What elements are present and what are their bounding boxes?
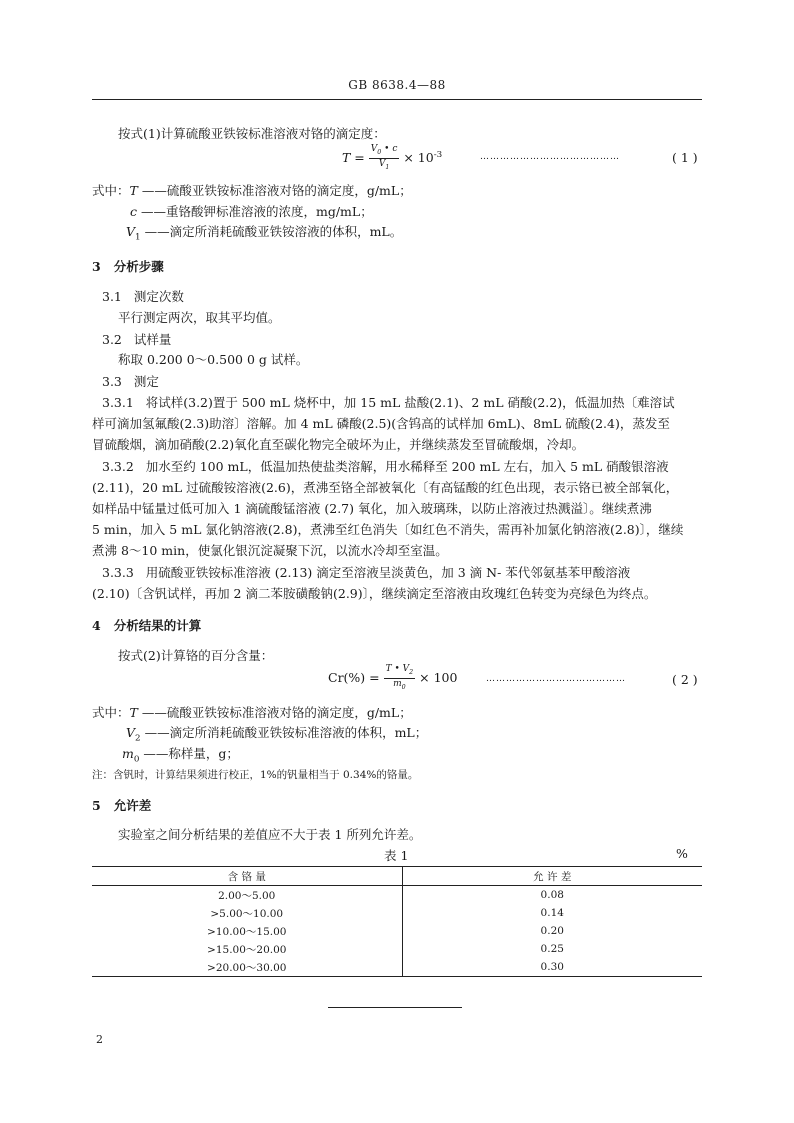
formula-1-number: ( 1 ) (672, 150, 698, 165)
end-of-text-rule (328, 1007, 462, 1008)
header-rule (92, 99, 702, 100)
paragraph: 称取 0.200 0～0.500 0 g 试样。 (118, 352, 309, 367)
table-cell-tolerance: 0.14 (402, 904, 702, 922)
formula-2: Cr(%) = $\frac{T • V_2}{m_0}$ × 100 (328, 664, 458, 691)
definition-row: $m_0$ ——称样量，g； (122, 746, 239, 765)
formula-2-leader: …………………………………… (486, 674, 626, 684)
table-cell-range: >10.00～15.00 (207, 925, 287, 938)
table-row (92, 886, 702, 905)
table-row (92, 940, 702, 958)
table-row (92, 922, 702, 940)
table-cell-tolerance: 0.30 (402, 958, 702, 977)
paragraph-3-3-2: 3.3.2 加水至约 100 mL，低温加热使盐类溶解，用水稀释至 200 mL 左右，加入 5 mL 硝酸银溶液 (102, 459, 669, 474)
table-cell-range: 2.00～5.00 (218, 889, 276, 902)
definition-row: 式中：T ——硫酸亚铁铵标准溶液对铬的滴定度，g/mL； (92, 705, 412, 720)
table-row (92, 958, 702, 977)
table-cell-tolerance: 0.20 (402, 922, 702, 940)
formula-2-number: ( 2 ) (672, 672, 698, 687)
paragraph-line: 冒硫酸烟，滴加硝酸(2.2)氧化直至碳化物完全破坏为止，并继续蒸发至冒硫酸烟，冷却。 (92, 437, 585, 452)
table-cell-range: >20.00～30.00 (207, 961, 287, 974)
column-header-chromium: 含 铬 量 (227, 870, 266, 883)
paragraph-line: 5 min，加入 5 mL 氯化钠溶液(2.8)，煮沸至红色消失〔如红色不消失，需再补加氯化钠溶液(2.8)〕，继续 (92, 522, 684, 537)
section-3-heading: 3 分析步骤 (92, 259, 164, 274)
paragraph-line: 如样品中锰量过低可加入 1 滴硫酸锰溶液 (2.7) 氧化，加入玻璃珠，以防止溶液过热溅溢〕。继续煮沸 (92, 501, 652, 516)
standard-code-header: GB 8638.4—88 (348, 78, 446, 92)
subsection-3-1: 3.1 测定次数 (102, 289, 184, 304)
formula-1-fraction: $\frac{V_0 • c}{V_1}$ (370, 144, 398, 171)
formula-1: T = $\frac{V_0 • c}{V_1}$ × $10^{-3}$ (342, 144, 443, 171)
formula-1-leader: …………………………………… (480, 152, 620, 162)
column-header-tolerance: 允 许 差 (402, 867, 702, 886)
note: 注：含钒时，计算结果须进行校正，1%的钒量相当于 0.34%的铬量。 (92, 769, 419, 781)
paragraph-line: (2.10)〔含钒试样，再加 2 滴二苯胺磺酸钠(2.9)〕，继续滴定至溶液由玫瑰红色转变为亮绿色为终点。 (92, 586, 657, 601)
subsection-3-2: 3.2 试样量 (102, 332, 172, 347)
table-header-row (92, 867, 702, 886)
definition-row: $V_1$ ——滴定所消耗硫酸亚铁铵溶液的体积，mL。 (126, 224, 403, 243)
table-row (92, 904, 702, 922)
formula2-intro: 按式(2)计算铬的百分含量： (118, 648, 274, 663)
section-4-heading: 4 分析结果的计算 (92, 618, 202, 633)
table-cell-range: >15.00～20.00 (207, 943, 287, 956)
table-cell-range: >5.00～10.00 (210, 907, 284, 920)
paragraph-line: 煮沸 8～10 min，使氯化银沉淀凝聚下沉，以流水冷却至室温。 (92, 543, 448, 558)
table-cell-tolerance: 0.08 (402, 886, 702, 905)
paragraph-line: 样可滴加氢氟酸(2.3)助溶〕溶解。加 4 mL 磷酸(2.5)(含钨高的试样加 6mL)、8mL 硫酸(2.4)，蒸发至 (92, 416, 670, 431)
paragraph-line: (2.11)，20 mL 过硫酸铵溶液(2.6)，煮沸至铬全部被氧化〔有高锰酸的红色出现，表示铬已被全部氧化， (92, 480, 679, 495)
paragraph: 平行测定两次，取其平均值。 (118, 310, 281, 325)
formula-2-fraction: $\frac{T • V_2}{m_0}$ (385, 664, 414, 691)
definition-row: $V_2$ ——滴定所消耗硫酸亚铁铵标准溶液的体积，mL； (126, 725, 428, 744)
subsection-3-3: 3.3 测定 (102, 374, 159, 389)
table-caption: 表 1 (384, 848, 409, 863)
definition-row: 式中：T ——硫酸亚铁铵标准溶液对铬的滴定度，g/mL； (92, 183, 412, 198)
formula1-intro: 按式(1)计算硫酸亚铁铵标准溶液对铬的滴定度： (118, 126, 386, 141)
page-number: 2 (96, 1033, 103, 1046)
table-unit: % (676, 846, 688, 861)
paragraph-3-3-1: 3.3.1 将试样(3.2)置于 500 mL 烧杯中，加 15 mL 盐酸(2.1)、2 mL 硝酸(2.2)，低温加热〔难溶试 (102, 395, 675, 410)
paragraph: 实验室之间分析结果的差值应不大于表 1 所列允许差。 (118, 827, 422, 842)
tolerance-table (92, 866, 702, 977)
paragraph-3-3-3: 3.3.3 用硫酸亚铁铵标准溶液 (2.13) 滴定至溶液呈淡黄色，加 3 滴 N- 苯代邻氨基苯甲酸溶液 (102, 565, 631, 580)
table-cell-tolerance: 0.25 (402, 940, 702, 958)
definition-row: c ——重铬酸钾标准溶液的浓度，mg/mL； (130, 204, 373, 219)
section-5-heading: 5 允许差 (92, 798, 152, 813)
